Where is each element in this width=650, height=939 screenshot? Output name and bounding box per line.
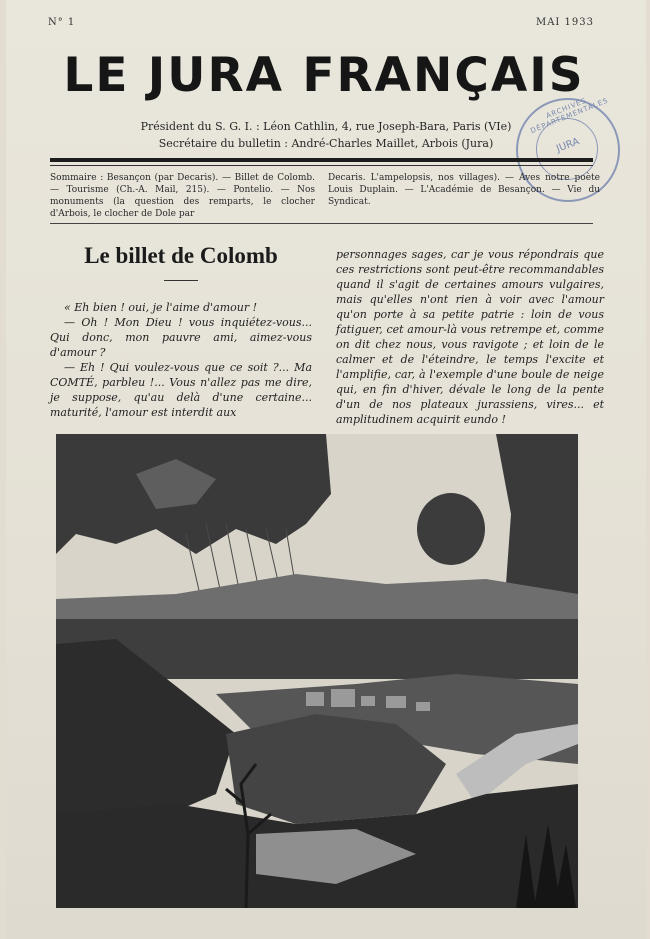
landscape-engraving [56,434,578,908]
article-title-rule [164,280,198,281]
article-paragraph: « Eh bien ! oui, je l'aime d'amour ! [64,301,258,314]
engraving-illustration [56,434,578,908]
summary-left: Sommaire : Besançon (par Decaris). — Billet de Colomb. — Tourisme (Ch.-A. Mail, 215). — Pontelio. — Nos monuments (la question des remparts, le clocher d'Arbois, le clocher de Dole par [50,173,315,219]
article-paragraph: personnages sages, car je vous répondrais que ces restrictions sont peut-être recommandables quand il s'agit de certaines amours vulgaires, mais qu'elles n'ont rien à voir avec l'amour qu'on porte à sa petite patrie : loin de vous fatiguer, cet amour-là vous retrempe et, comme on dit chez nous, vous ravigote ; et loin de le calmer et de l'éteindre, le temps l'excite et l'amplifie, car, à l'exemple d'une boule de neige qui, en fin d'hiver, dévale le long de la pente d'un de nos plateaux jurassiens, vires... et amplitudinem acquirit eundo ! [336,248,604,426]
summary-right: Decaris. L'ampelopsis, nos villages). — Aves notre poète Louis Duplain. — L'Académie de Besançon. — Vie du Syndicat. [328,173,600,207]
president-line: Président du S. G. I. : Léon Cathlin, 4, rue Joseph-Bara, Paris (VIe) [140,120,512,133]
article-paragraph: — Eh ! Qui voulez-vous que ce soit ?... Ma COMTÉ, parbleu !... Vous n'allez pas me dire, je suppose, qu'au delà d'une certaine... maturité, l'amour est interdit aux [50,361,312,419]
masthead-rule-thick [50,158,593,162]
masthead-rule-thin [50,165,593,166]
article-column-left [50,300,312,420]
issue-header [48,17,594,33]
stamp-center-text: JURA [555,136,581,155]
newspaper-page [6,0,646,939]
summary-rule [50,223,593,224]
masthead-title: LE JURA FRANÇAIS [63,48,585,103]
article-paragraph: — Oh ! Mon Dieu ! vous inquiétez-vous... Qui donc, mon pauvre ami, aimez-vous d'amour ? [50,316,312,359]
issue-date: MAI 1933 [535,17,594,28]
article-column-right [336,247,604,427]
stamp-ring-text: ARCHIVES DÉPARTEMENTALES [529,96,610,136]
issue-number: N° 1 [48,17,76,28]
secretary-line: Secrétaire du bulletin : André-Charles Maillet, Arbois (Jura) [158,137,494,150]
article-title: Le billet de Colomb [84,243,278,268]
